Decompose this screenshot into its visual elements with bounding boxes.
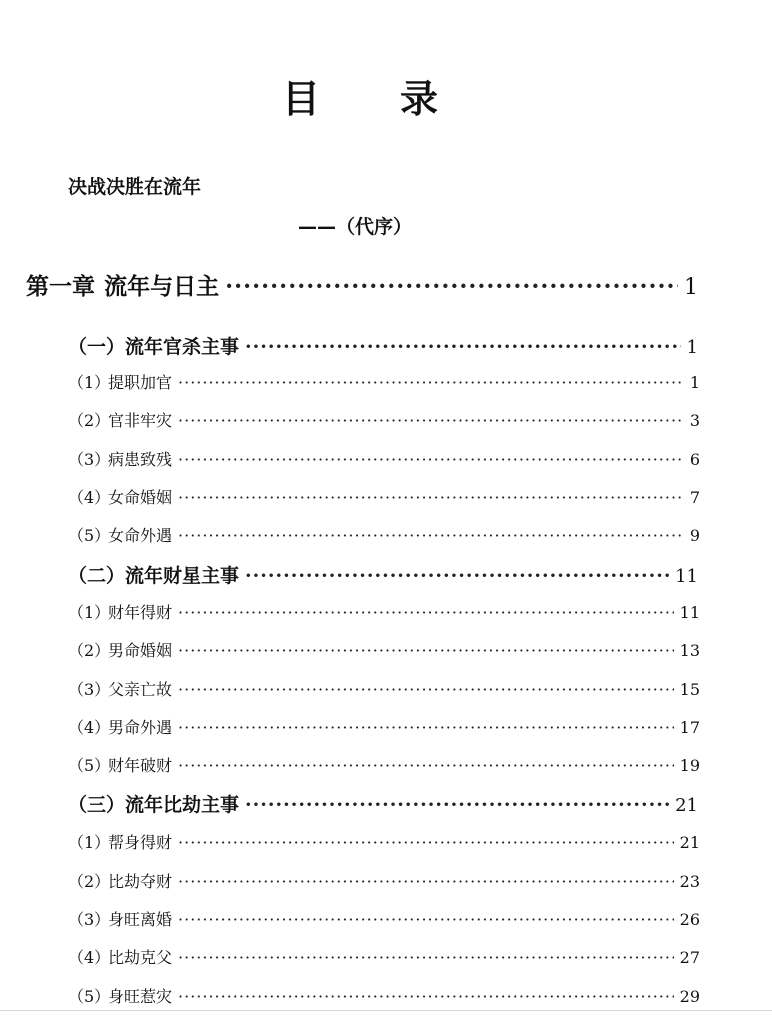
item-number: （2） <box>68 411 111 430</box>
dot-leader <box>178 718 674 737</box>
dot-leader <box>178 756 674 775</box>
toc-item[interactable] <box>68 600 700 623</box>
item-label: 帮身得财 <box>108 833 173 852</box>
toc-item[interactable] <box>68 945 700 968</box>
item-number: （1） <box>68 833 111 852</box>
item-page: 1 <box>689 373 700 392</box>
dot-leader <box>178 411 684 430</box>
item-page: 27 <box>679 948 700 967</box>
item-number: （1） <box>68 603 111 622</box>
item-page: 21 <box>679 833 700 852</box>
item-label: 男命婚姻 <box>108 641 173 660</box>
toc-item[interactable] <box>68 370 700 393</box>
item-number: （2） <box>68 641 111 660</box>
dot-leader <box>178 450 684 469</box>
item-label: 身旺离婚 <box>108 910 173 929</box>
chapter-number: 第一章 <box>26 274 95 300</box>
item-page: 17 <box>679 718 700 737</box>
title-char-2: 录 <box>400 77 439 121</box>
item-label: 女命婚姻 <box>108 488 173 507</box>
dot-leader <box>178 948 674 967</box>
item-page: 7 <box>689 488 700 507</box>
item-number: （5） <box>68 756 111 775</box>
toc-section-3[interactable] <box>68 790 698 817</box>
dot-leader <box>178 833 674 852</box>
toc-chapter-1[interactable] <box>26 268 698 301</box>
toc-item[interactable] <box>68 638 700 661</box>
toc-item[interactable] <box>68 830 700 853</box>
toc-item[interactable] <box>68 753 700 776</box>
dot-leader <box>178 641 674 660</box>
dot-leader <box>178 603 674 622</box>
item-label: 提职加官 <box>108 373 173 392</box>
item-page: 23 <box>679 872 700 891</box>
dot-leader <box>178 373 684 392</box>
item-label: 身旺惹灾 <box>108 987 173 1006</box>
item-page: 15 <box>679 680 700 699</box>
item-number: （2） <box>68 872 111 891</box>
item-label: 财年破财 <box>108 756 173 775</box>
item-number: （3） <box>68 910 111 929</box>
section-page: 1 <box>686 337 698 358</box>
dot-leader <box>245 336 681 358</box>
item-label: 比劫克父 <box>108 948 173 967</box>
item-page: 26 <box>679 910 700 929</box>
item-label: 男命外遇 <box>108 718 173 737</box>
title-char-1: 目 <box>282 77 321 121</box>
toc-section-2[interactable] <box>68 561 698 588</box>
toc-item[interactable] <box>68 715 700 738</box>
dot-leader <box>178 910 674 929</box>
toc-item[interactable] <box>68 485 700 508</box>
item-label: 父亲亡故 <box>108 680 173 699</box>
page-bottom-edge <box>0 1010 772 1011</box>
section-label: （一）流年官杀主事 <box>68 336 240 358</box>
dot-leader <box>178 526 684 545</box>
item-page: 6 <box>689 450 700 469</box>
item-page: 11 <box>679 603 700 622</box>
section-label: （三）流年比劫主事 <box>68 794 240 816</box>
item-number: （3） <box>68 450 111 469</box>
chapter-page: 1 <box>684 275 698 300</box>
item-page: 19 <box>679 756 700 775</box>
item-page: 13 <box>679 641 700 660</box>
dot-leader <box>225 273 678 300</box>
dot-leader <box>245 565 669 587</box>
section-page: 21 <box>675 795 698 816</box>
dot-leader <box>178 488 684 507</box>
item-number: （1） <box>68 373 111 392</box>
toc-item[interactable] <box>68 447 700 470</box>
dot-leader <box>245 794 669 816</box>
preface-subtitle: ——（代序） <box>298 216 413 238</box>
toc-item[interactable] <box>68 984 700 1007</box>
item-number: （3） <box>68 680 111 699</box>
item-label: 比劫夺财 <box>108 872 173 891</box>
section-page: 11 <box>675 566 698 587</box>
dot-leader <box>178 680 674 699</box>
item-number: （4） <box>68 948 111 967</box>
dot-leader <box>178 872 674 891</box>
dot-leader <box>178 987 674 1006</box>
section-label: （二）流年财星主事 <box>68 565 240 587</box>
toc-item[interactable] <box>68 523 700 546</box>
item-label: 官非牢灾 <box>108 411 173 430</box>
item-number: （4） <box>68 718 111 737</box>
item-number: （5） <box>68 987 111 1006</box>
item-page: 29 <box>679 987 700 1006</box>
chapter-title: 流年与日主 <box>104 274 220 300</box>
item-number: （4） <box>68 488 111 507</box>
preface-title: 决战决胜在流年 <box>68 176 202 198</box>
toc-item[interactable] <box>68 907 700 930</box>
toc-section-1[interactable] <box>68 332 698 359</box>
item-page: 9 <box>689 526 700 545</box>
toc-item[interactable] <box>68 869 700 892</box>
item-label: 财年得财 <box>108 603 173 622</box>
item-label: 病患致残 <box>108 450 173 469</box>
item-page: 3 <box>689 411 700 430</box>
item-number: （5） <box>68 526 111 545</box>
item-label: 女命外遇 <box>108 526 173 545</box>
toc-item[interactable] <box>68 408 700 431</box>
toc-item[interactable] <box>68 677 700 700</box>
